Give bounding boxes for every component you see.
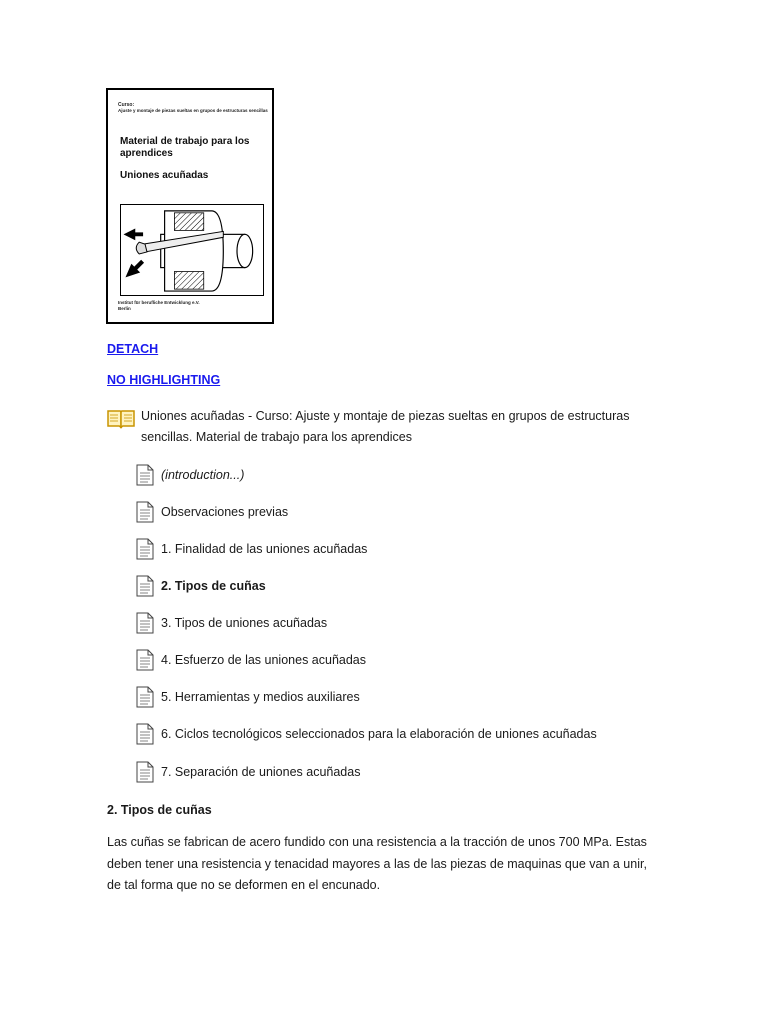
toc-item-3[interactable] [136,612,327,634]
cover-thumbnail [106,88,274,324]
toc-label: 3. Tipos de uniones acuñadas [161,616,328,630]
toc-item-1[interactable] [136,538,367,560]
document-icon [136,464,154,486]
cover-title: Material de trabajo para los aprendices [120,136,250,159]
toc-label: 4. Esfuerzo de las uniones acuñadas [161,653,366,667]
document-icon [136,538,154,560]
toc-item-4[interactable] [136,649,366,671]
section-body: Las cuñas se fabrican de acero fundido con una resistencia a la tracción de unos 700 MPa. Estas deben tener una resistencia y tenacidad mayores a las de las piezas de maquinas que van a unir, de tal forma que no se deformen en el encunado. [107,835,647,892]
toc-label: (introduction...) [161,468,245,482]
toc-item-observaciones[interactable] [136,501,288,523]
cover-publisher-line2: Berlin [118,306,131,311]
book-title[interactable]: Uniones acuñadas - Curso: Ajuste y montaje de piezas sueltas en grupos de estructuras sencillas. Material de trabajo para los aprendices [141,409,630,444]
section-title: 2. Tipos de cuñas [107,803,212,817]
cover-publisher [118,300,268,312]
document-icon [136,723,154,745]
document-icon [136,761,154,783]
toc-item-2[interactable] [136,575,266,597]
toc-item-7[interactable] [136,761,360,783]
document-icon [136,686,154,708]
document-icon [136,501,154,523]
toc-label: 5. Herramientas y medios auxiliares [161,690,360,704]
cover-course-label: Curso: [118,102,135,108]
detach-link[interactable]: DETACH [107,342,159,356]
toc-label: 6. Ciclos tecnológicos seleccionados para la elaboración de uniones acuñadas [161,727,597,741]
toc-label: 7. Separación de uniones acuñadas [161,765,361,779]
toc-label: Observaciones previas [161,505,289,519]
document-icon [136,575,154,597]
cover-course-text: Ajuste y montaje de piezas sueltas en grupos de estructuras sencillas [118,108,268,113]
wedge-joint-illustration [120,204,264,296]
document-icon [136,612,154,634]
book-icon [107,408,135,430]
cover-publisher-line1: Institut für berufliche Entwicklung e.V. [118,300,200,305]
cover-subtitle: Uniones acuñadas [120,170,209,181]
toc-label-current: 2. Tipos de cuñas [161,579,266,593]
toc-label: 1. Finalidad de las uniones acuñadas [161,542,368,556]
toc-item-introduction[interactable] [136,464,244,486]
no-highlighting-link[interactable]: NO HIGHLIGHTING [107,373,221,387]
toc-item-5[interactable] [136,686,360,708]
document-icon [136,649,154,671]
toc-item-6[interactable] [136,723,597,745]
